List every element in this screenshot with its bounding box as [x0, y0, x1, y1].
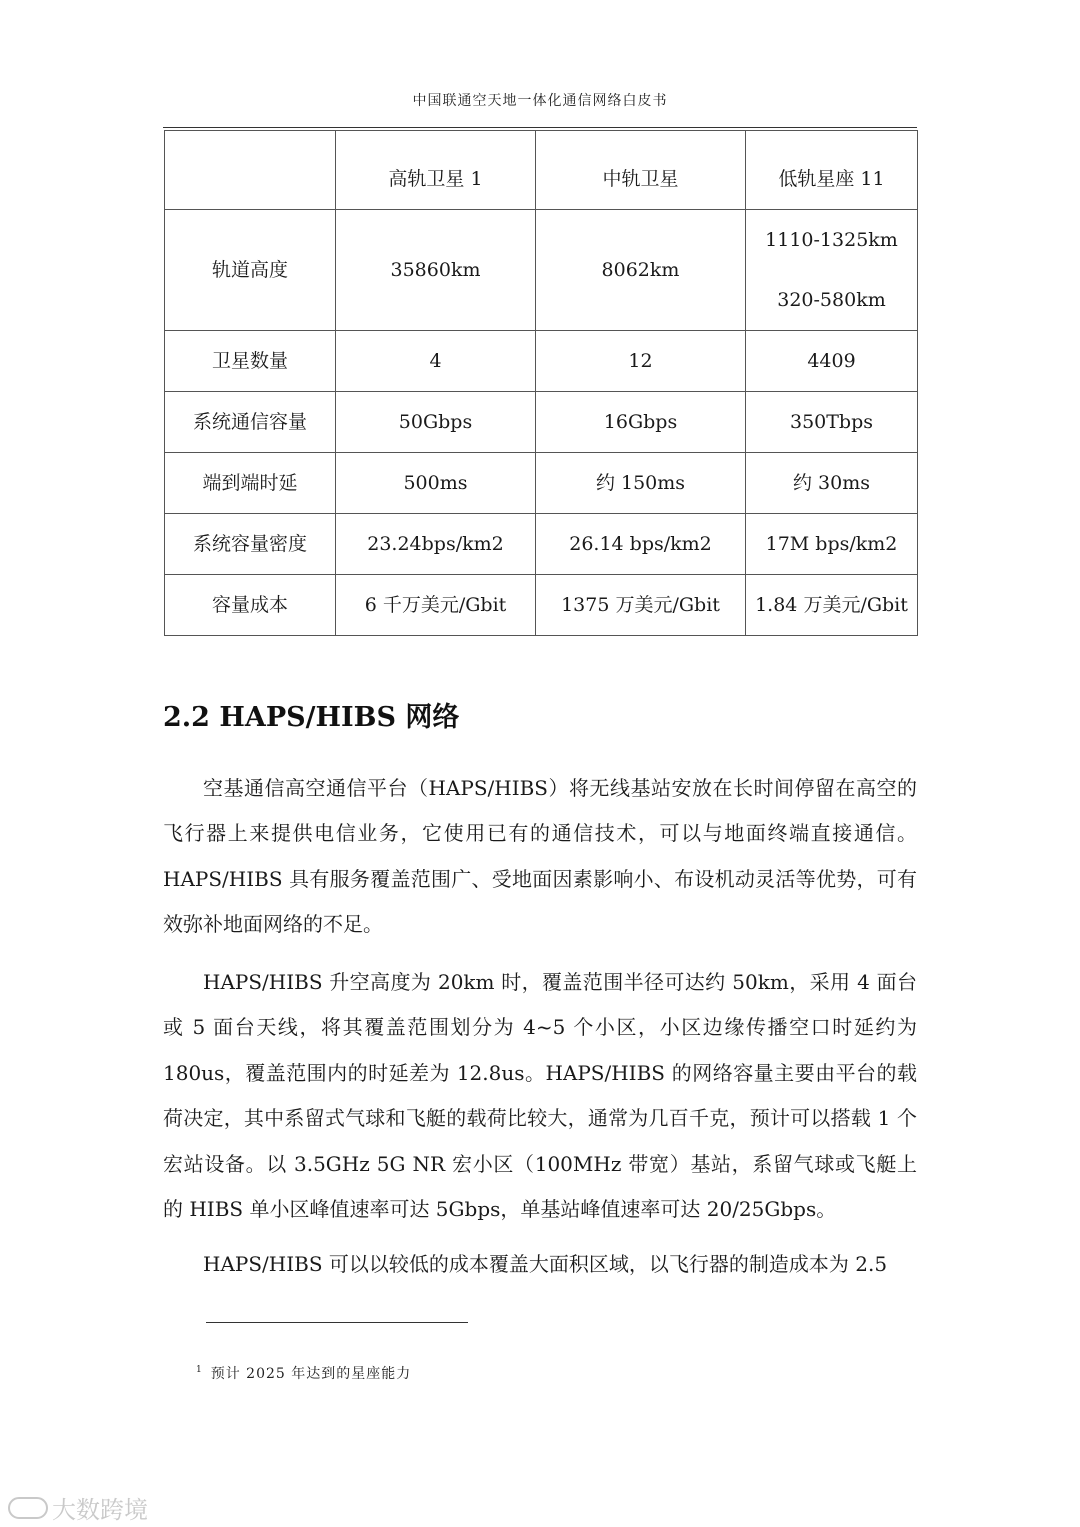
table-cell: 1.84 万美元/Gbit [746, 575, 918, 636]
table-cell: 8062km [536, 210, 746, 331]
section-heading: 2.2 HAPS/HIBS 网络 [163, 702, 460, 733]
page-header: 中国联通空天地一体化通信网络白皮书 [412, 93, 668, 109]
footnote [196, 1363, 411, 1383]
body-paragraph: 空基通信高空通信平台（HAPS/HIBS）将无线基站安放在长时间停留在高空的飞行器上来提供电信业务，它使用已有的通信技术，可以与地面终端直接通信。HAPS/HIBS 具有服务覆盖范围广、受地面因素影响小、布设机动灵活等优势，可有效弥补地面网络的不足。 [163, 776, 917, 937]
row-label: 容量成本 [165, 575, 336, 636]
table-row [165, 514, 918, 575]
table-header-cell: 高轨卫星 1 [336, 131, 536, 210]
table-header-cell: 低轨星座 11 [746, 131, 918, 210]
header-divider [163, 127, 917, 128]
table-header-cell: 中轨卫星 [536, 131, 746, 210]
row-label: 系统容量密度 [165, 514, 336, 575]
table-cell: 约 30ms [746, 453, 918, 514]
table-row [165, 575, 918, 636]
table-cell: 4 [336, 331, 536, 392]
table-header-cell [165, 131, 336, 210]
cell-line: 320-580km [777, 289, 886, 311]
table-cell: 4409 [746, 331, 918, 392]
table-cell: 26.14 bps/km2 [536, 514, 746, 575]
row-label: 卫星数量 [165, 331, 336, 392]
table-row [165, 210, 918, 331]
table-header-row [165, 131, 918, 210]
table-cell: 17M bps/km2 [746, 514, 918, 575]
watermark-logo-icon [8, 1497, 48, 1519]
table-cell [746, 210, 918, 331]
body-paragraph: HAPS/HIBS 可以以较低的成本覆盖大面积区域，以飞行器的制造成本为 2.5 [203, 1252, 888, 1276]
body-paragraph: HAPS/HIBS 升空高度为 20km 时，覆盖范围半径可达约 50km，采用 4 面台或 5 面台天线，将其覆盖范围划分为 4~5 个小区，小区边缘传播空口时延约为 180us，覆盖范围内的时延差为 12.8us。HAPS/HIBS 的网络容量主要由平台的载荷决定，其中系留式气球和飞艇的载荷比较大，通常为几百千克，预计可以搭载 1 个宏站设备。以 3.5GHz 5G NR 宏小区（100MHz 带宽）基站，系留气球或飞艇上的 HIBS 单小区峰值速率可达 5Gbps，单基站峰值速率可达 20/25Gbps。 [163, 970, 917, 1222]
table-cell: 35860km [336, 210, 536, 331]
footnote-divider [206, 1322, 468, 1323]
row-label: 系统通信容量 [165, 392, 336, 453]
footnote-text: 预计 2025 年达到的星座能力 [210, 1366, 412, 1382]
table-cell: 500ms [336, 453, 536, 514]
table-cell: 1375 万美元/Gbit [536, 575, 746, 636]
watermark-text: 大数跨境 [52, 1496, 148, 1524]
footnote-marker: 1 [196, 1365, 203, 1376]
table-cell: 12 [536, 331, 746, 392]
row-label: 端到端时延 [165, 453, 336, 514]
table-row [165, 331, 918, 392]
cell-line: 1110-1325km [765, 229, 898, 251]
table-cell: 23.24bps/km2 [336, 514, 536, 575]
satellite-comparison-table [164, 130, 918, 636]
table-cell: 6 千万美元/Gbit [336, 575, 536, 636]
table-cell: 16Gbps [536, 392, 746, 453]
table-row [165, 392, 918, 453]
table-cell: 350Tbps [746, 392, 918, 453]
table-cell: 约 150ms [536, 453, 746, 514]
watermark [8, 1490, 148, 1525]
row-label: 轨道高度 [165, 210, 336, 331]
table-row [165, 453, 918, 514]
table-cell: 50Gbps [336, 392, 536, 453]
